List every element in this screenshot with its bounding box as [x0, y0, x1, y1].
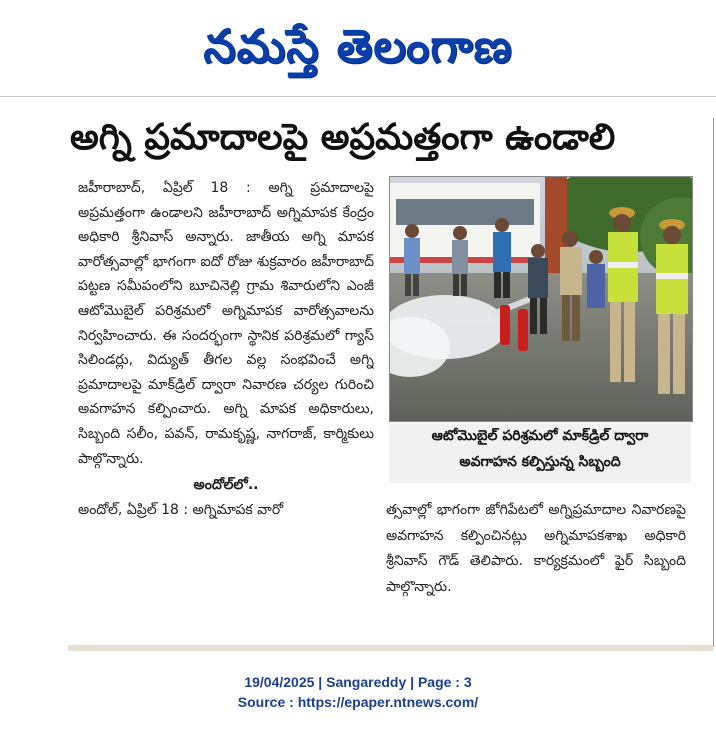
article-body-left: జహీరాబాద్, ఏప్రిల్ 18 : అగ్ని ప్రమాదాలపై అప్రమత్తంగా ఉండాలని జహీరాబాద్ అగ్నిమాపక కేంద్రం అధికారి శ్రీనివాస్ అన్నారు. జాతీయ అగ్ని మాపక వారోత్సవాల్లో భాగంగా ఐదో రోజు శుక్రవారం జహీరాబాద్ పట్టణ సమీపంలోని బూచినెల్లి గ్రామ శివారులోని ఎంజీ ఆటోమొబైల్ పరిశ్రమలో అగ్నిమాపక వారోత్సవాలను నిర్వహించారు. ఈ సందర్భంగా స్థానిక పరిశ్రమలో గ్యాస్ సిలిండర్లు, విద్యుత్ తీగల వల్ల సంభవించే అగ్ని ప్రమాదాలపై మాక్‌డ్రిల్ ద్వారా నివారణ చర్యల గురించి అవగాహన కల్పించారు. అగ్ని మాపక అధికారులు, సిబ్బంది సలీం, పవన్, రామకృష్ణ, నాగరాజ్, కార్మికులు పాల్గొన్నారు. — [78, 180, 374, 467]
photo-caption-line-1: ఆటోమొబైల్ పరిశ్రమలో మాక్‌డ్రిల్ ద్వారా — [431, 428, 649, 444]
photo-caption — [389, 423, 691, 483]
photo-caption-line-2: అవగాహన కల్పిస్తున్న సిబ్బంది — [459, 454, 621, 470]
article-column-right: త్సవాల్లో భాగంగా జోగిపేటలో అగ్నిప్రమాదాల నివారణపై అవగాహన కల్పించినట్లు అగ్నిమాపకశాఖ అధికారి శ్రీనివాస్ గౌడ్ తెలిపారు. కార్యక్రమంలో ఫైర్ సిబ్బంది పాల్గొన్నారు. — [386, 502, 686, 595]
article-body-left-continued: అందోల్, ఏప్రిల్ 18 : అగ్నిమాపక వారో — [78, 501, 284, 518]
article-subhead: అందోల్‌లో.. — [193, 477, 259, 494]
source-footer — [0, 672, 716, 712]
masthead-logo: నమస్తే తెలంగాణ — [203, 19, 513, 73]
masthead-divider — [0, 96, 716, 97]
article-column-left — [78, 176, 374, 626]
mock-drill-photo-illustration — [390, 177, 692, 421]
clipping-bottom-strip — [68, 645, 713, 651]
news-photo — [389, 176, 693, 422]
footer-source-link[interactable]: Source : https://epaper.ntnews.com/ — [237, 694, 479, 710]
article-headline: అగ్ని ప్రమాదాలపై అప్రమత్తంగా ఉండాలి — [70, 117, 616, 158]
footer-date-page: 19/04/2025 | Sangareddy | Page : 3 — [244, 674, 472, 690]
